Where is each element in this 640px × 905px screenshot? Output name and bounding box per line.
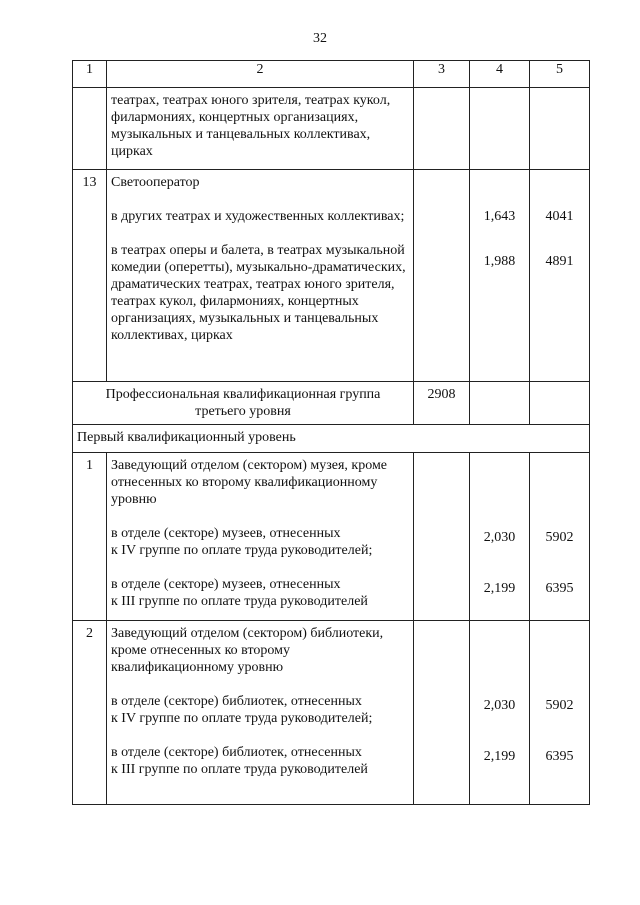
coefficient-value: 1,988 xyxy=(483,254,516,269)
tariff-table xyxy=(72,60,590,805)
position-subcase: к IV группе по оплате труда руководителей; xyxy=(111,711,373,726)
table-row xyxy=(73,453,590,621)
salary-value: 5902 xyxy=(545,698,574,713)
header-col-1: 1 xyxy=(73,61,107,88)
continuation-text: театрах, театрах юного зрителя, театрах кукол, филармониях, концертных организациях, музыкальных и танцевальных коллективах, цирках xyxy=(111,93,391,159)
table-row xyxy=(73,88,590,170)
row-number: 13 xyxy=(73,170,107,382)
header-col-4: 4 xyxy=(470,61,530,88)
coefficient-value: 1,643 xyxy=(483,209,516,224)
row-number: 2 xyxy=(73,621,107,805)
page-number: 32 xyxy=(313,31,327,46)
table-row xyxy=(73,170,590,382)
table-row xyxy=(73,382,590,425)
coefficient-value: 2,030 xyxy=(483,698,516,713)
position-subcase: в отделе (секторе) музеев, отнесенных xyxy=(111,526,341,541)
table-row xyxy=(73,425,590,453)
coefficient-value: 2,199 xyxy=(483,581,516,596)
position-title: Светооператор xyxy=(111,175,200,190)
position-subcase: в отделе (секторе) музеев, отнесенных xyxy=(111,577,341,592)
salary-value: 4891 xyxy=(545,254,574,269)
position-subcase: в других театрах и художественных коллективах; xyxy=(111,209,405,224)
position-subcase: в театрах оперы и балета, в театрах музыкальной комедии (оперетты), музыкально-драматических, драматических театрах, театрах юного зрителя, театрах кукол, филармониях, концертных организациях, музыкальных и танцевальных коллективах, цирках xyxy=(111,243,406,343)
header-col-5: 5 xyxy=(530,61,590,88)
position-subcase: к III группе по оплате труда руководителей xyxy=(111,762,368,777)
position-title: Заведующий отделом (сектором) библиотеки, кроме отнесенных ко второму квалификационному уровню xyxy=(111,626,384,675)
position-title: Заведующий отделом (сектором) музея, кроме отнесенных ко второму квалификационному уровню xyxy=(111,458,388,507)
header-col-3: 3 xyxy=(414,61,470,88)
salary-value: 5902 xyxy=(545,530,574,545)
group-code: 2908 xyxy=(414,382,470,425)
row-number: 1 xyxy=(73,453,107,621)
coefficient-value: 2,030 xyxy=(483,530,516,545)
table-header-row xyxy=(73,61,590,88)
salary-value: 4041 xyxy=(545,209,574,224)
coefficient-value: 2,199 xyxy=(483,749,516,764)
qualification-level-title: Первый квалификационный уровень xyxy=(73,425,590,453)
position-subcase: в отделе (секторе) библиотек, отнесенных xyxy=(111,694,362,709)
position-subcase: к III группе по оплате труда руководителей xyxy=(111,594,368,609)
salary-value: 6395 xyxy=(545,581,574,596)
qualification-group-title: Профессиональная квалификационная группа третьего уровня xyxy=(73,382,414,425)
position-subcase: в отделе (секторе) библиотек, отнесенных xyxy=(111,745,362,760)
table-row xyxy=(73,621,590,805)
salary-value: 6395 xyxy=(545,749,574,764)
header-col-2: 2 xyxy=(107,61,414,88)
position-subcase: к IV группе по оплате труда руководителей; xyxy=(111,543,373,558)
